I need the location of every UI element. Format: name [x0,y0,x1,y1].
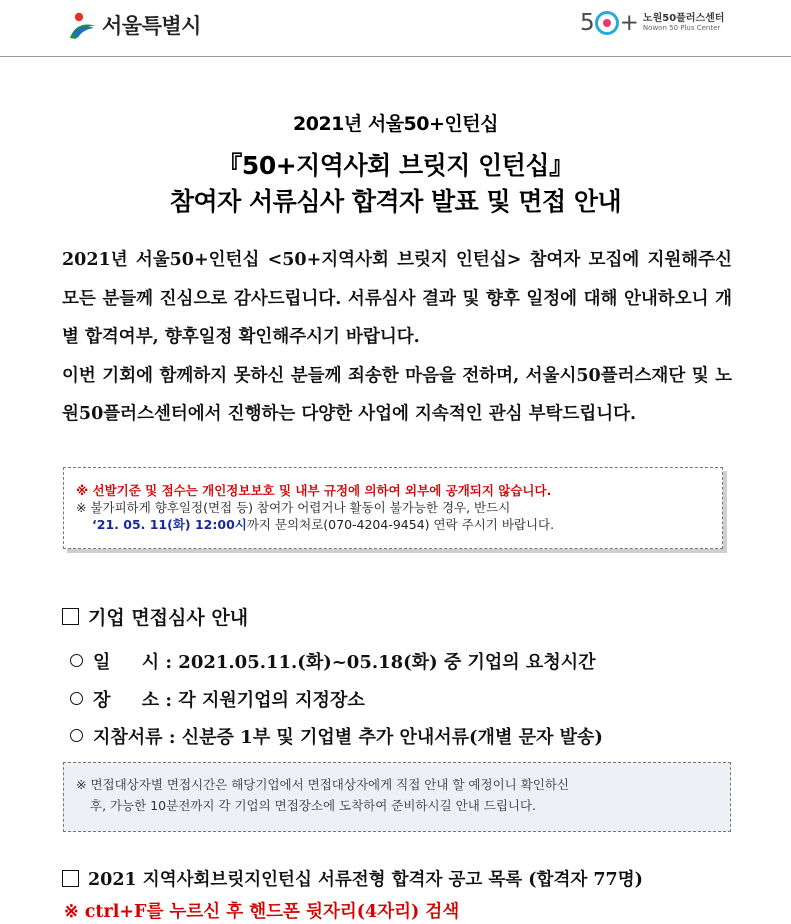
intro-paragraph-1: 2021년 서울50+인턴십 <50+지역사회 브릿지 인턴십> 참여자 모집에 지원해주신 모든 분들께 진심으로 감사드립니다. 서류심사 결과 및 향후 일정에 대해 안내하오니 개별 합격여부, 향후일정 확인해주시기 바랍니다. [62,250,732,347]
interview-time-notice-line2: 후, 가능한 10분전까지 각 기업의 면접장소에 도착하여 준비하시길 안내 드립니다. [90,798,537,813]
interview-item-label: 일 시 [93,652,160,673]
logo-five: 5 [580,10,594,36]
contact-deadline-line [76,516,722,533]
circle-bullet-icon [70,692,83,705]
interview-item-label: 장 소 [93,690,160,711]
page-header [0,0,791,56]
contact-deadline-rest: 까지 문의처로(070-4204-9454) 연락 주시기 바랍니다. [246,517,555,532]
results-list-title: 2021 지역사회브릿지인턴십 서류전형 합격자 공고 목록 (합격자 77명) [88,870,643,890]
interview-item-place [70,686,365,712]
logo-name-en: Nowon 50 Plus Center [642,23,721,32]
seoul-emblem-icon [66,8,100,42]
seoul-logo [66,8,201,42]
title-announcement: 참여자 서류심사 합격자 발표 및 면접 안내 [169,187,622,216]
interview-item-value: : 신분증 1부 및 기업별 추가 안내서류(개별 문자 발송) [168,727,603,748]
title-year-program: 2021년 서울50+인턴십 [293,113,498,135]
interview-item-value: : 2021.05.11.(화)~05.18(화) 중 기업의 요청시간 [165,652,596,673]
fifty-plus-mark [580,10,638,36]
interview-time-notice-line1: ※ 면접대상자별 면접시간은 해당기업에서 면접대상자에게 직접 안내 할 예정이니 확인하신 [76,777,570,792]
interview-section-title: 기업 면접심사 안내 [88,607,249,629]
privacy-notice-line: ※ 선발기준 및 점수는 개인정보보호 및 내부 규정에 의하여 외부에 공개되지 않습니다. [76,483,552,498]
interview-section-heading [62,603,248,630]
privacy-notice-box [63,467,723,549]
search-tip: ※ ctrl+F를 누르신 후 핸드폰 뒷자리(4자리) 검색 [64,902,460,922]
intro-text [62,241,732,434]
logo-zero-circle-icon [595,11,619,35]
contact-notice-line: ※ 불가피하게 향후일정(면접 등) 참여가 어렵거나 활동이 불가능한 경우, 반드시 [76,500,511,515]
title-program-name: 『50+지역사회 브릿지 인턴십』 [217,151,574,180]
intro-paragraph-2: 이번 기회에 함께하지 못하신 분들께 죄송한 마음을 전하며, 서울시50플러스재단 및 노원50플러스센터에서 진행하는 다양한 사업에 지속적인 관심 부탁드립니다. [62,365,732,424]
logo-name-ko: 노원50플러스센터 [642,13,725,25]
interview-item-label: 지참서류 [93,727,163,748]
header-divider [0,56,791,57]
nowon-50plus-logo [580,10,724,36]
checkbox-square-icon [62,870,79,887]
interview-item-value: : 각 지원기업의 지정장소 [165,690,365,711]
circle-bullet-icon [70,729,83,742]
circle-bullet-icon [70,654,83,667]
logo-plus: + [619,10,638,36]
results-list-heading [62,866,643,891]
contact-deadline-date: ‘21. 05. 11(화) 12:00시 [92,517,247,532]
interview-item-datetime [70,648,596,674]
checkbox-square-icon [62,608,79,625]
seoul-logo-text: 서울특별시 [102,14,201,38]
interview-time-notice-box [63,762,731,832]
interview-item-documents [70,723,603,749]
